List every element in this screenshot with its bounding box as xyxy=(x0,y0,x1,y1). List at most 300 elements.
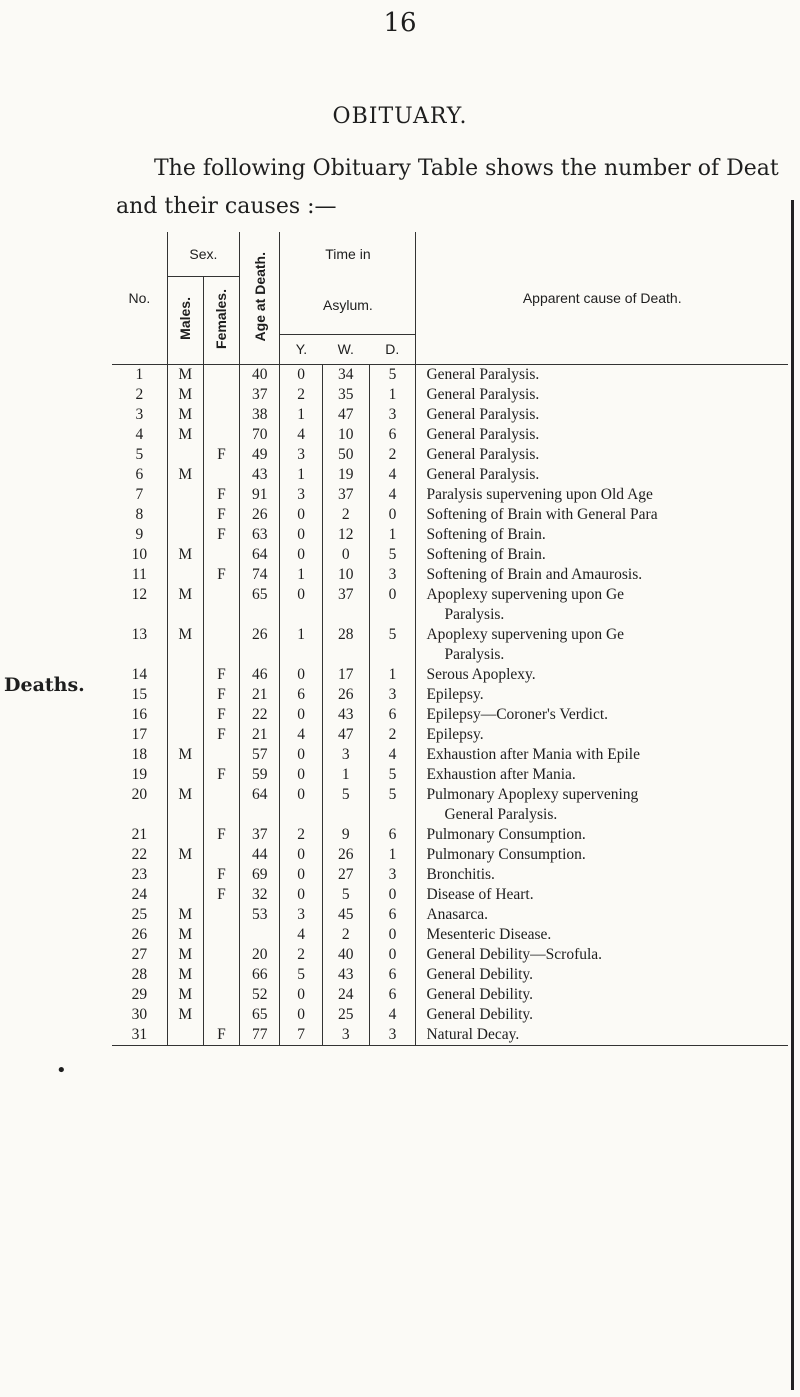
cell-male xyxy=(167,825,203,845)
cause-text: Apoplexy supervening upon Ge xyxy=(426,585,625,603)
cell-weeks: 19 xyxy=(322,465,369,485)
cell-years: 4 xyxy=(280,725,323,745)
cause-text: Exhaustion after Mania with Epile xyxy=(426,745,640,763)
cause-text: Softening of Brain with General Para xyxy=(426,505,658,523)
table-row xyxy=(112,485,788,505)
cell-age: 65 xyxy=(240,1005,280,1025)
cell-male xyxy=(167,1025,203,1046)
cell-years: 0 xyxy=(280,525,323,545)
cell-no: 29 xyxy=(131,985,148,1003)
cause-text: Apoplexy supervening upon Ge xyxy=(426,625,625,643)
cell-male: M xyxy=(167,625,203,665)
cell-age: 40 xyxy=(240,364,280,385)
cell-cause xyxy=(416,1025,788,1046)
cause-text: Pulmonary Consumption. xyxy=(426,825,586,843)
cell-cause xyxy=(416,885,788,905)
cell-weeks: 9 xyxy=(322,825,369,845)
cell-no: 12 xyxy=(131,585,148,603)
cell-days: 6 xyxy=(369,825,416,845)
cell-cause xyxy=(416,825,788,845)
cause-text: Exhaustion after Mania. xyxy=(426,765,576,783)
cell-years: 2 xyxy=(280,385,323,405)
cause-text: Serous Apoplexy. xyxy=(426,665,536,683)
table-row xyxy=(112,425,788,445)
cell-years: 0 xyxy=(280,985,323,1005)
cell-age: 69 xyxy=(240,865,280,885)
cell-no: 24 xyxy=(131,885,148,903)
cell-age: 64 xyxy=(240,545,280,565)
cause-text: Pulmonary Apoplexy supervening xyxy=(426,785,639,803)
cell-cause xyxy=(416,505,788,525)
cell-male xyxy=(167,445,203,465)
cell-male: M xyxy=(167,985,203,1005)
header-days: D. xyxy=(369,334,416,364)
cell-male xyxy=(167,765,203,785)
cell-female: F xyxy=(203,665,239,685)
cell-age: 37 xyxy=(240,825,280,845)
cell-years: 2 xyxy=(280,825,323,845)
cell-male: M xyxy=(167,965,203,985)
cell-no: 10 xyxy=(131,545,148,563)
cell-days: 4 xyxy=(369,1005,416,1025)
cell-no: 6 xyxy=(135,465,144,483)
cause-text: General Debility. xyxy=(426,985,534,1003)
cell-male: M xyxy=(167,364,203,385)
cell-cause xyxy=(416,525,788,545)
cell-cause xyxy=(416,765,788,785)
cell-age: 21 xyxy=(240,725,280,745)
cell-male xyxy=(167,705,203,725)
cell-female: F xyxy=(203,565,239,585)
cell-no: 31 xyxy=(112,1025,167,1046)
cell-male xyxy=(167,665,203,685)
cell-days: 4 xyxy=(369,465,416,485)
cell-age: 77 xyxy=(240,1025,280,1046)
cell-years: 3 xyxy=(280,485,323,505)
cell-weeks: 43 xyxy=(322,705,369,725)
cell-days: 2 xyxy=(369,445,416,465)
page-title: OBITUARY. xyxy=(332,104,468,129)
cell-male: M xyxy=(167,845,203,865)
cell-no: 9 xyxy=(135,525,144,543)
cell-days: 3 xyxy=(369,405,416,425)
table-row xyxy=(112,465,788,485)
cause-text: General Paralysis. xyxy=(426,445,540,463)
cell-no: 17 xyxy=(131,725,148,743)
cell-no: 21 xyxy=(131,825,148,843)
cell-female xyxy=(203,385,239,405)
table-row xyxy=(112,985,788,1005)
cell-age: 70 xyxy=(240,425,280,445)
cell-male: M xyxy=(167,1005,203,1025)
cell-years: 0 xyxy=(280,865,323,885)
cause-text: General Debility. xyxy=(426,965,534,983)
cell-years: 0 xyxy=(280,745,323,765)
cell-days: 6 xyxy=(369,965,416,985)
cell-days: 4 xyxy=(369,745,416,765)
header-no: No. xyxy=(112,232,167,364)
cell-no: 4 xyxy=(135,425,144,443)
cell-female xyxy=(203,465,239,485)
cell-no: 28 xyxy=(131,965,148,983)
cell-days: 5 xyxy=(369,765,416,785)
table-row xyxy=(112,925,788,945)
cell-male: M xyxy=(167,745,203,765)
cell-cause xyxy=(416,865,788,885)
cell-male: M xyxy=(167,425,203,445)
cell-age: 20 xyxy=(240,945,280,965)
obituary-table xyxy=(112,232,788,1046)
cell-age: 64 xyxy=(240,785,280,825)
cell-female: F xyxy=(203,685,239,705)
cell-years: 0 xyxy=(280,705,323,725)
cell-weeks: 37 xyxy=(322,585,369,625)
cell-male xyxy=(167,685,203,705)
cell-weeks: 12 xyxy=(322,525,369,545)
cell-years: 7 xyxy=(280,1025,323,1046)
table-body xyxy=(112,364,788,1045)
cell-cause xyxy=(416,445,788,465)
cell-weeks: 26 xyxy=(322,845,369,865)
cell-no: 13 xyxy=(131,625,148,643)
cause-text: Bronchitis. xyxy=(426,865,495,883)
cell-weeks: 35 xyxy=(322,385,369,405)
header-males xyxy=(167,276,203,364)
intro-line-1: The following Obituary Table shows the number of Deat xyxy=(154,156,779,181)
cell-weeks: 2 xyxy=(322,505,369,525)
cell-weeks: 5 xyxy=(322,885,369,905)
cell-age: 43 xyxy=(240,465,280,485)
cell-cause xyxy=(416,785,788,825)
cell-no: 19 xyxy=(131,765,148,783)
cell-days: 0 xyxy=(369,925,416,945)
table-row xyxy=(112,565,788,585)
cell-age: 65 xyxy=(240,585,280,625)
table-row xyxy=(112,745,788,765)
intro-line-2: and their causes :— xyxy=(116,194,337,219)
cell-female xyxy=(203,905,239,925)
cell-weeks: 3 xyxy=(322,1025,369,1046)
cell-days: 1 xyxy=(369,525,416,545)
table-row xyxy=(112,725,788,745)
cell-male: M xyxy=(167,385,203,405)
cell-weeks: 5 xyxy=(322,785,369,825)
cause-text: General Paralysis. xyxy=(426,385,540,403)
bullet-mark: • xyxy=(56,1060,67,1081)
cell-no: 2 xyxy=(135,385,144,403)
cell-age: 74 xyxy=(240,565,280,585)
cell-weeks: 34 xyxy=(322,364,369,385)
cause-text: General Paralysis. xyxy=(426,365,540,383)
cell-days: 6 xyxy=(369,905,416,925)
cell-years: 0 xyxy=(280,885,323,905)
cell-female: F xyxy=(203,705,239,725)
cell-no: 8 xyxy=(135,505,144,523)
cell-cause xyxy=(416,925,788,945)
cell-days: 6 xyxy=(369,705,416,725)
cell-days: 0 xyxy=(369,585,416,625)
cell-weeks: 45 xyxy=(322,905,369,925)
cell-days: 5 xyxy=(369,625,416,665)
cell-cause xyxy=(416,685,788,705)
cell-weeks: 28 xyxy=(322,625,369,665)
cell-weeks: 47 xyxy=(322,725,369,745)
cell-male: M xyxy=(167,785,203,825)
cell-cause xyxy=(416,665,788,685)
cell-female xyxy=(203,845,239,865)
cell-female: F xyxy=(203,885,239,905)
cell-female xyxy=(203,405,239,425)
cell-years: 0 xyxy=(280,364,323,385)
cell-age: 53 xyxy=(240,905,280,925)
cell-days: 6 xyxy=(369,985,416,1005)
cell-years: 3 xyxy=(280,905,323,925)
cell-age: 63 xyxy=(240,525,280,545)
cell-male xyxy=(167,725,203,745)
cell-male: M xyxy=(167,945,203,965)
cell-cause xyxy=(416,625,788,665)
cell-age: 46 xyxy=(240,665,280,685)
cell-no: 11 xyxy=(131,565,147,583)
header-asylum: Asylum. xyxy=(280,276,416,334)
header-females-text: Females. xyxy=(213,288,230,349)
cell-no: 3 xyxy=(135,405,144,423)
cell-weeks: 3 xyxy=(322,745,369,765)
cell-weeks: 37 xyxy=(322,485,369,505)
cell-no: 23 xyxy=(131,865,148,883)
cell-cause xyxy=(416,1005,788,1025)
cause-text: General Paralysis. xyxy=(426,425,540,443)
cause-text: General Paralysis. xyxy=(426,405,540,423)
header-cause: Apparent cause of Death. xyxy=(416,232,788,364)
table-row xyxy=(112,445,788,465)
cell-male xyxy=(167,565,203,585)
cell-years: 4 xyxy=(280,925,323,945)
cell-female xyxy=(203,625,239,665)
cell-age: 57 xyxy=(240,745,280,765)
cell-years: 0 xyxy=(280,785,323,825)
cell-years: 0 xyxy=(280,505,323,525)
cell-days: 1 xyxy=(369,385,416,405)
cell-years: 0 xyxy=(280,845,323,865)
header-males-text: Males. xyxy=(177,297,194,340)
table-row xyxy=(112,405,788,425)
header-weeks: W. xyxy=(322,334,369,364)
cell-age: 52 xyxy=(240,985,280,1005)
cell-female xyxy=(203,965,239,985)
cell-female: F xyxy=(203,445,239,465)
cell-no: 14 xyxy=(131,665,148,683)
header-time-in: Time in xyxy=(280,232,416,276)
cell-female: F xyxy=(203,865,239,885)
cell-female xyxy=(203,425,239,445)
cell-female xyxy=(203,745,239,765)
cell-age: 26 xyxy=(240,505,280,525)
cell-cause xyxy=(416,585,788,625)
cell-male: M xyxy=(167,925,203,945)
cell-female xyxy=(203,785,239,825)
cell-age: 66 xyxy=(240,965,280,985)
cell-years: 1 xyxy=(280,565,323,585)
cell-cause xyxy=(416,465,788,485)
table-row xyxy=(112,665,788,685)
cell-weeks: 43 xyxy=(322,965,369,985)
cell-no: 20 xyxy=(131,785,148,803)
cell-no: 1 xyxy=(135,365,144,383)
cell-age: 21 xyxy=(240,685,280,705)
cell-days: 1 xyxy=(369,665,416,685)
cell-male: M xyxy=(167,905,203,925)
page-number: 16 xyxy=(383,8,417,38)
cell-age: 32 xyxy=(240,885,280,905)
cause-text: Softening of Brain. xyxy=(426,545,546,563)
cell-age: 59 xyxy=(240,765,280,785)
cell-no: 22 xyxy=(131,845,148,863)
cell-weeks: 10 xyxy=(322,425,369,445)
table-row xyxy=(112,845,788,865)
cell-female: F xyxy=(203,525,239,545)
cause-text: Disease of Heart. xyxy=(426,885,534,903)
cell-years: 5 xyxy=(280,965,323,985)
table-row xyxy=(112,825,788,845)
cell-weeks: 0 xyxy=(322,545,369,565)
cell-weeks: 25 xyxy=(322,1005,369,1025)
cell-days: 3 xyxy=(369,685,416,705)
cause-text: Softening of Brain. xyxy=(426,525,546,543)
cell-days: 3 xyxy=(369,565,416,585)
cell-female: F xyxy=(203,505,239,525)
cell-years: 0 xyxy=(280,545,323,565)
cell-cause xyxy=(416,745,788,765)
table-row xyxy=(112,585,788,625)
cell-cause xyxy=(416,405,788,425)
cell-cause xyxy=(416,905,788,925)
cell-years: 0 xyxy=(280,765,323,785)
cell-days: 0 xyxy=(369,505,416,525)
cell-no: 15 xyxy=(131,685,148,703)
cell-cause xyxy=(416,845,788,865)
cell-cause xyxy=(416,565,788,585)
cell-female xyxy=(203,364,239,385)
cell-days: 1 xyxy=(369,845,416,865)
table-row xyxy=(112,705,788,725)
cell-male: M xyxy=(167,405,203,425)
cell-weeks: 26 xyxy=(322,685,369,705)
header-age-text: Age at Death. xyxy=(251,251,268,341)
cell-no: 27 xyxy=(131,945,148,963)
cell-years: 4 xyxy=(280,425,323,445)
cause-text: General Paralysis. xyxy=(444,805,558,823)
cell-years: 2 xyxy=(280,945,323,965)
cell-days: 4 xyxy=(369,485,416,505)
cell-female: F xyxy=(203,725,239,745)
table-row xyxy=(112,965,788,985)
cell-cause xyxy=(416,985,788,1005)
cell-weeks: 40 xyxy=(322,945,369,965)
table-row xyxy=(112,385,788,405)
cell-weeks: 2 xyxy=(322,925,369,945)
cell-no: 25 xyxy=(131,905,148,923)
cell-years: 1 xyxy=(280,625,323,665)
cell-male xyxy=(167,525,203,545)
cause-text: Epilepsy—Coroner's Verdict. xyxy=(426,705,609,723)
cell-cause xyxy=(416,945,788,965)
cell-years: 0 xyxy=(280,1005,323,1025)
side-label-deaths: Deaths. xyxy=(4,674,85,696)
cell-male xyxy=(167,485,203,505)
cell-days: 0 xyxy=(369,945,416,965)
table-row xyxy=(112,1005,788,1025)
cell-male: M xyxy=(167,465,203,485)
cause-text: Mesenteric Disease. xyxy=(426,925,552,943)
header-females xyxy=(203,276,239,364)
cell-weeks: 47 xyxy=(322,405,369,425)
cell-days: 5 xyxy=(369,364,416,385)
cell-weeks: 24 xyxy=(322,985,369,1005)
cell-cause xyxy=(416,385,788,405)
header-sex: Sex. xyxy=(167,232,239,276)
cell-weeks: 50 xyxy=(322,445,369,465)
cell-cause xyxy=(416,965,788,985)
cell-male: M xyxy=(167,585,203,625)
cell-male: M xyxy=(167,545,203,565)
header-years: Y. xyxy=(280,334,323,364)
cell-years: 3 xyxy=(280,445,323,465)
cell-cause xyxy=(416,485,788,505)
cell-female: F xyxy=(203,825,239,845)
cell-age: 38 xyxy=(240,405,280,425)
cell-days: 3 xyxy=(369,865,416,885)
page-edge-rule xyxy=(791,200,794,1390)
cause-text: General Paralysis. xyxy=(426,465,540,483)
cell-years: 1 xyxy=(280,405,323,425)
cell-age: 49 xyxy=(240,445,280,465)
cause-text: Softening of Brain and Amaurosis. xyxy=(426,565,643,583)
cell-age: 26 xyxy=(240,625,280,665)
cell-no: 30 xyxy=(131,1005,148,1023)
cause-text: Epilepsy. xyxy=(426,685,484,703)
cell-age: 44 xyxy=(240,845,280,865)
cause-text: Natural Decay. xyxy=(426,1025,520,1043)
cause-text: Epilepsy. xyxy=(426,725,484,743)
cell-cause xyxy=(416,364,788,385)
table-row xyxy=(112,885,788,905)
cell-cause xyxy=(416,545,788,565)
table-row xyxy=(112,785,788,825)
cell-age: 37 xyxy=(240,385,280,405)
cell-weeks: 27 xyxy=(322,865,369,885)
table-row xyxy=(112,765,788,785)
cause-text: Anasarca. xyxy=(426,905,488,923)
cell-female xyxy=(203,945,239,965)
cell-female xyxy=(203,1005,239,1025)
cell-no: 26 xyxy=(131,925,148,943)
cause-text: Pulmonary Consumption. xyxy=(426,845,586,863)
cell-days: 3 xyxy=(369,1025,416,1046)
cell-no: 5 xyxy=(135,445,144,463)
cell-days: 6 xyxy=(369,425,416,445)
cause-text: General Debility—Scrofula. xyxy=(426,945,603,963)
cell-female xyxy=(203,545,239,565)
cell-cause xyxy=(416,425,788,445)
cell-weeks: 17 xyxy=(322,665,369,685)
table-row xyxy=(112,625,788,665)
cause-text: Paralysis. xyxy=(444,645,505,663)
cell-age: 91 xyxy=(240,485,280,505)
cell-age: 22 xyxy=(240,705,280,725)
cell-no: 16 xyxy=(131,705,148,723)
cell-years: 0 xyxy=(280,585,323,625)
